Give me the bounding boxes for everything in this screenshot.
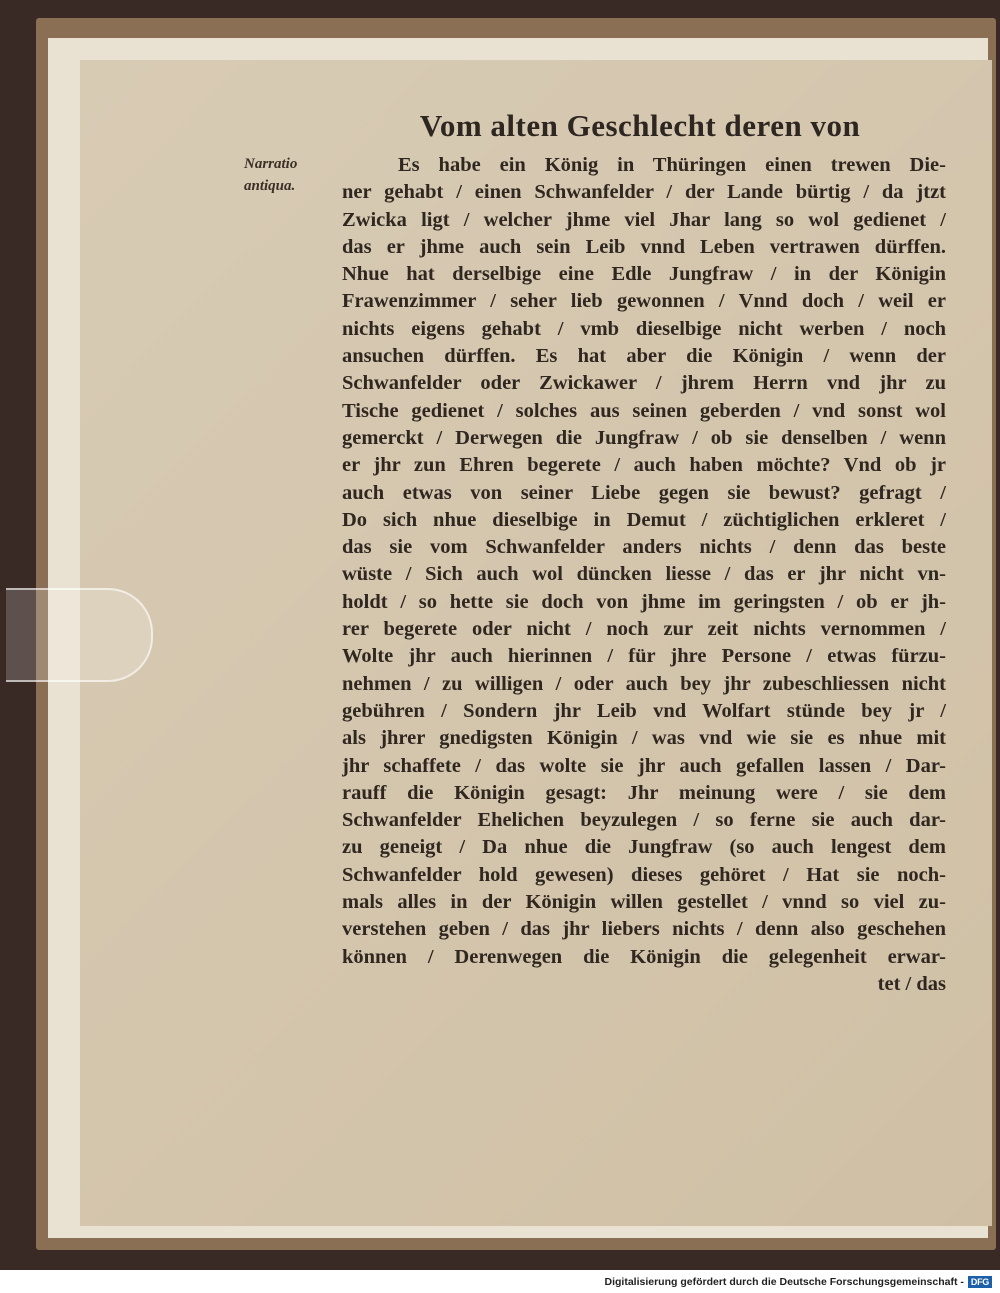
text-line: ner gehabt / einen Schwanfelder / der Lande bürtig / da jtzt	[342, 181, 946, 204]
text-line: gemerckt / Derwegen die Jungfraw / ob sie denselben / wenn	[342, 426, 946, 449]
text-line: Nhue hat derselbige eine Edle Jungfraw / in der Königin	[342, 263, 946, 286]
text-line: das er jhme auch sein Leib vnnd Leben vertrawen dürffen.	[342, 235, 946, 258]
text-line: zu geneigt / Da nhue die Jungfraw (so auch lengest dem	[342, 836, 946, 859]
text-line: das sie vom Schwanfelder anders nichts / denn das beste	[342, 536, 946, 559]
dfg-logo: DFG	[968, 1276, 992, 1288]
text-line: Zwicka ligt / welcher jhme viel Jhar lang so wol gedienet /	[342, 208, 946, 231]
text-line: mals alles in der Königin willen gestellet / vnnd so viel zu-	[342, 891, 946, 914]
margin-note-line: antiqua.	[244, 178, 296, 194]
margin-note-line: Narratio	[244, 156, 298, 172]
body-text	[342, 152, 946, 998]
footer-credit	[605, 1276, 993, 1288]
text-line: Tische gedienet / solches aus seinen geberden / vnd sonst wol	[342, 399, 946, 422]
text-line: Frawenzimmer / seher lieb gewonnen / Vnnd doch / weil er	[342, 290, 946, 313]
page-clip	[6, 588, 153, 682]
running-title: Vom alten Geschlecht deren von	[419, 108, 861, 143]
text-line: Schwanfelder hold gewesen) dieses gehöret / Hat sie noch-	[342, 863, 946, 886]
text-line: Do sich nhue dieselbige in Demut / züchtiglichen erkleret /	[342, 508, 946, 531]
text-line: tet / das	[877, 972, 946, 995]
text-line: rauff die Königin gesagt: Jhr meinung were / sie dem	[342, 781, 946, 804]
text-line: verstehen geben / das jhr liebers nichts / denn also geschehen	[342, 918, 946, 941]
text-line: nehmen / zu willigen / oder auch bey jhr zubeschliessen nicht	[342, 672, 946, 695]
text-line: gebühren / Sondern jhr Leib vnd Wolfart stünde bey jr /	[342, 699, 946, 722]
text-line: jhr schaffete / das wolte sie jhr auch gefallen lassen / Dar-	[342, 754, 946, 777]
text-line: können / Derenwegen die Königin die gelegenheit erwar-	[342, 945, 946, 968]
text-line: Es habe ein König in Thüringen einen trewen Die-	[398, 154, 946, 176]
margin-note	[244, 153, 297, 197]
text-line: Wolte jhr auch hierinnen / für jhre Persone / etwas fürzu-	[342, 645, 946, 668]
text-line: er jhr zun Ehren begerete / auch haben möchte? Vnd ob jr	[342, 454, 946, 477]
text-line: nichts eigens gehabt / vmb dieselbige nicht werben / noch	[342, 317, 946, 340]
text-line: holdt / so hette sie doch von jhme im geringsten / ob er jh-	[342, 590, 946, 613]
text-line: Schwanfelder oder Zwickawer / jhrem Herrn vnd jhr zu	[342, 372, 946, 395]
text-line: Schwanfelder Ehelichen beyzulegen / so ferne sie auch dar-	[342, 809, 946, 832]
text-line: als jhrer gnedigsten Königin / was vnd wie sie es nhue mit	[342, 727, 946, 750]
text-line: ansuchen dürffen. Es hat aber die Königin / wenn der	[342, 345, 946, 368]
text-line: wüste / Sich auch wol düncken liesse / das er jhr nicht vn-	[342, 563, 946, 586]
text-line: auch etwas von seiner Liebe gegen sie bewust? gefragt /	[342, 481, 946, 504]
credit-text: Digitalisierung gefördert durch die Deutsche Forschungsgemeinschaft -	[604, 1276, 964, 1288]
text-line: rer begerete oder nicht / noch zur zeit nichts vernommen /	[342, 618, 946, 641]
